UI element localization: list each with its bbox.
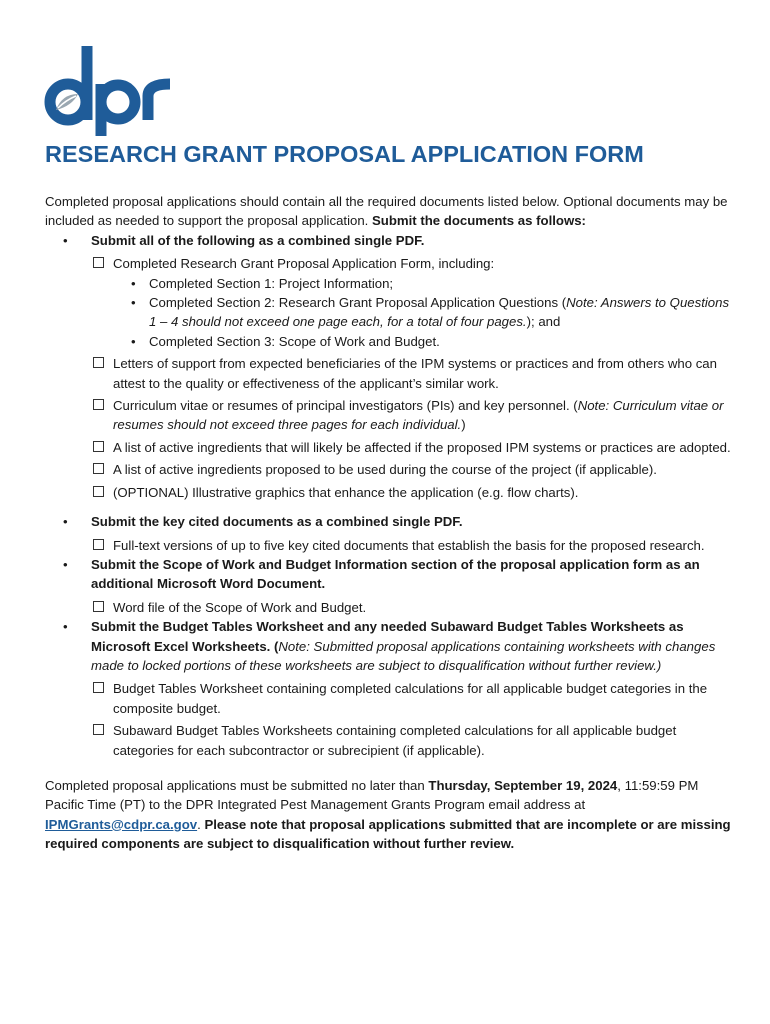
checkbox-icon[interactable]: [93, 601, 104, 612]
note-text: Note: Answers to Questions 1 – 4 should not exceed one page each, for a total of four pages.: [149, 295, 730, 330]
checkbox-icon[interactable]: [93, 399, 104, 410]
checklist-item-label: Full-text versions of up to five key cited documents that establish the basis for the proposed research.: [113, 537, 705, 553]
checklist-item-application-form[interactable]: [91, 254, 735, 351]
section-word-document: [45, 555, 735, 617]
checklist-item-label: Word file of the Scope of Work and Budget.: [113, 599, 367, 615]
checklist-item-proposed-ingredients[interactable]: [91, 460, 735, 479]
checklist-item-label: Letters of support from expected beneficiaries of the IPM systems or practices and from others who can attest to the quality or effectiveness of the applicant’s similar work.: [113, 356, 717, 391]
note-text: Note: Curriculum vitae or resumes should not exceed three pages for each individual.: [113, 398, 724, 433]
checklist-item-optional-graphics[interactable]: [91, 483, 735, 502]
list-item-text: ); and: [526, 314, 561, 330]
list-item: [131, 293, 735, 332]
checkbox-icon[interactable]: [93, 682, 104, 693]
intro-bold: Submit the documents as follows:: [372, 213, 586, 229]
checklist-item-label: A list of active ingredients proposed to be used during the course of the project (if applicable).: [113, 462, 657, 478]
checkbox-icon[interactable]: [93, 486, 104, 497]
form-sections-list: [113, 274, 735, 352]
document-body: [45, 192, 735, 854]
section-cited-documents: [45, 512, 735, 555]
checklist-item-label: Budget Tables Worksheet containing completed calculations for all applicable budget categories in the composite budget.: [113, 681, 708, 716]
bullet-icon: •: [63, 232, 68, 248]
closing-text: , 11:59:59 PM Pacific Time (PT) to the DPR Integrated Pest Management Grants Program email address at: [45, 777, 699, 813]
list-item-text: Completed Section 2: Research Grant Proposal Application Questions (: [149, 295, 567, 311]
section-heading: Submit all of the following as a combined single PDF.: [91, 232, 425, 248]
closing-text: Completed proposal applications must be submitted no later than: [45, 777, 429, 793]
section-excel-worksheets: [45, 617, 735, 760]
checklist-item-label: A list of active ingredients that will likely be affected if the proposed IPM systems or practices are adopted.: [113, 439, 731, 455]
form-title: RESEARCH GRANT PROPOSAL APPLICATION FORM: [45, 141, 644, 167]
note-text: Note: Submitted proposal applications containing worksheets with changes made to locked portions of these worksheets are subject to disqualification without further review.): [91, 638, 716, 673]
list-item: [131, 274, 735, 293]
section-heading: Submit the Scope of Work and Budget Information section of the proposal application form as an additional Microsoft Word Document.: [91, 556, 700, 592]
checklist-item-affected-ingredients[interactable]: [91, 438, 735, 457]
bullet-icon: •: [63, 514, 68, 530]
closing-paragraph: [45, 776, 735, 854]
deadline-date: Thursday, September 19, 2024: [428, 777, 618, 793]
section-heading: [91, 617, 735, 675]
checklist-item-label: Subaward Budget Tables Worksheets containing completed calculations for all applicable budget categories for each subcontractor or subrecipient (if applicable).: [113, 723, 677, 758]
checklist-item-letters[interactable]: [91, 354, 735, 393]
checklist-item-label: Completed Research Grant Proposal Application Form, including:: [113, 256, 495, 272]
checklist-item-budget-tables[interactable]: [91, 679, 735, 718]
list-item: [131, 332, 735, 351]
bullet-icon: •: [131, 295, 136, 311]
checklist-item-word-file[interactable]: [91, 598, 735, 617]
list-item-text: Completed Section 1: Project Information;: [149, 275, 394, 291]
list-item-text: Completed Section 3: Scope of Work and Budget.: [149, 333, 440, 349]
checklist-item-label: Curriculum vitae or resumes of principal investigators (PIs) and key personnel. (: [113, 398, 578, 414]
bullet-icon: •: [131, 333, 136, 349]
checklist-item-cv[interactable]: [91, 396, 735, 435]
closing-text: .: [197, 816, 205, 832]
checklist-item-label: (OPTIONAL) Illustrative graphics that enhance the application (e.g. flow charts).: [113, 484, 579, 500]
checkbox-icon[interactable]: [93, 724, 104, 735]
checkbox-icon[interactable]: [93, 463, 104, 474]
checklist-item-cited-docs[interactable]: [91, 536, 735, 555]
bullet-icon: •: [63, 619, 68, 635]
intro-text: Completed proposal applications should contain all the required documents listed below. Optional documents may be included as needed to support the proposal application.: [45, 194, 728, 229]
checklist-item-subaward-tables[interactable]: [91, 721, 735, 760]
checklist-item-label: ): [461, 417, 466, 433]
checkbox-icon[interactable]: [93, 257, 104, 268]
intro-paragraph: [45, 192, 735, 231]
checkbox-icon[interactable]: [93, 539, 104, 550]
bullet-icon: •: [63, 556, 68, 572]
submission-list: [45, 231, 735, 760]
section-heading: Submit the key cited documents as a combined single PDF.: [91, 514, 463, 530]
section-combined-pdf: [45, 231, 735, 502]
section-heading-bold: Submit the Budget Tables Worksheet and any needed Subaward Budget Tables Worksheets as Microsoft Excel Worksheets. (: [91, 619, 684, 654]
email-link[interactable]: IPMGrants@cdpr.ca.gov: [45, 816, 198, 832]
checkbox-icon[interactable]: [93, 357, 104, 368]
dpr-logo: [44, 44, 176, 136]
closing-warning: Please note that proposal applications submitted that are incomplete or are missing required components are subject to disqualification without further review.: [45, 816, 731, 852]
bullet-icon: •: [131, 275, 136, 291]
checkbox-icon[interactable]: [93, 441, 104, 452]
